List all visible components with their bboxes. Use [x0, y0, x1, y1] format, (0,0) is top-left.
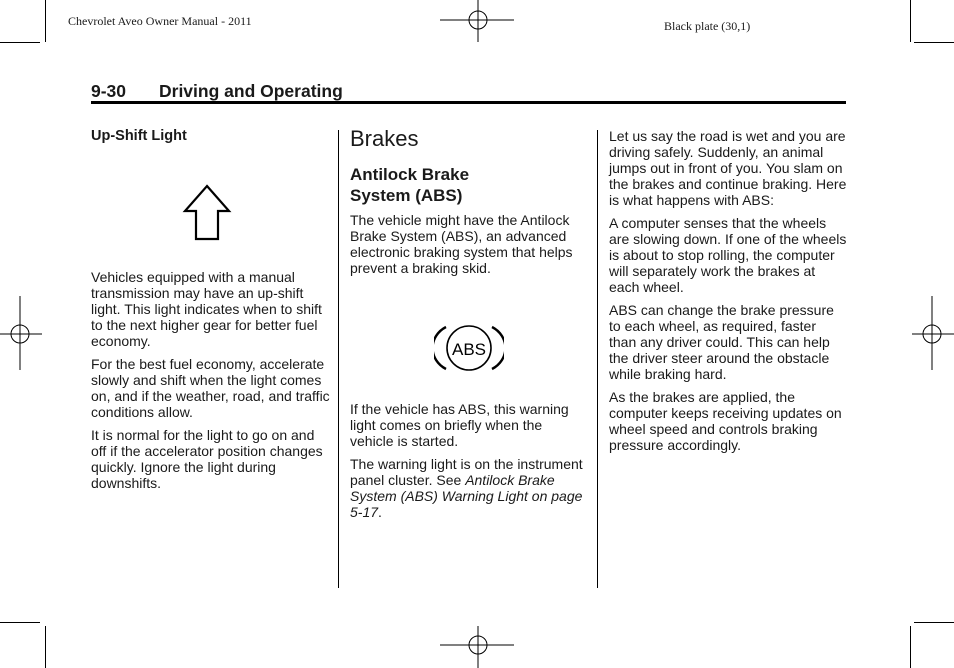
registration-mark-right: [910, 296, 954, 372]
abs-paragraph: A computer senses that the wheels are slowing down. If one of the wheels is about to stop rolling, the computer will separately work the brakes at each wheel.: [609, 215, 847, 295]
abs-paragraph: If the vehicle has ABS, this warning light comes on briefly when the vehicle is started.: [350, 401, 569, 449]
abs-paragraph: Let us say the road is wet and you are driving safely. Suddenly, an animal jumps out in front of you. You slam on the brakes and continue braking. Here is what happens with ABS:: [609, 128, 847, 208]
plate-label: Black plate (30,1): [664, 19, 751, 33]
crop-mark: [910, 0, 911, 42]
manual-title: Chevrolet Aveo Owner Manual - 2011: [68, 14, 252, 28]
upshift-heading: Up-Shift Light: [91, 128, 187, 144]
column-divider: [597, 130, 598, 588]
upshift-icon-wrap: [91, 144, 331, 269]
section-title: Driving and Operating: [159, 81, 343, 101]
abs-reference-paragraph: [350, 456, 588, 520]
crop-mark: [45, 0, 46, 42]
registration-mark-top: [440, 0, 516, 44]
crop-mark: [914, 42, 954, 43]
upshift-paragraph: It is normal for the light to go on and off if the accelerator position changes quickly. Ignore the light during downshifts.: [91, 427, 323, 491]
brakes-heading: Brakes: [350, 126, 419, 151]
abs-paragraph: As the brakes are applied, the computer keeps receiving updates on wheel speed and controls braking pressure accordingly.: [609, 389, 842, 453]
abs-subheading: Antilock Brake System (ABS): [350, 165, 470, 205]
crop-mark: [910, 626, 911, 668]
header-rule: [91, 101, 846, 104]
reference-text: The warning light is on the instrument panel cluster. See: [350, 456, 583, 488]
upshift-paragraph: For the best fuel economy, accelerate slowly and shift when the light comes on, and if the weather, road, and traffic conditions allow.: [91, 356, 330, 420]
crop-mark: [0, 622, 40, 623]
registration-mark-bottom: [440, 624, 516, 668]
abs-icon-text: ABS: [451, 340, 487, 359]
column-3: [609, 128, 847, 460]
abs-warning-icon: [434, 321, 504, 375]
column-1: [91, 128, 331, 498]
column-divider: [338, 130, 339, 588]
abs-icon-wrap: [350, 283, 588, 401]
crop-mark: [0, 42, 40, 43]
upshift-paragraph: Vehicles equipped with a manual transmission may have an up-shift light. This light indicates when to shift to the next higher gear for better fuel economy.: [91, 269, 322, 349]
crop-mark: [914, 622, 954, 623]
registration-mark-left: [0, 296, 44, 372]
page-number: 9-30: [91, 81, 127, 101]
abs-paragraph: ABS can change the brake pressure to each wheel, as required, faster than any driver could. This can help the driver steer around the obstacle while braking hard.: [609, 302, 834, 382]
section-header: [91, 81, 343, 102]
up-arrow-icon: [182, 184, 232, 242]
crop-mark: [45, 626, 46, 668]
abs-intro: The vehicle might have the Antilock Brake System (ABS), an advanced electronic braking system that helps prevent a braking skid.: [350, 212, 573, 276]
reference-text: .: [378, 504, 382, 520]
column-2: [350, 126, 588, 527]
abs-warning-light-link[interactable]: Antilock Brake System (ABS) Warning Light on page 5-17: [350, 472, 583, 520]
